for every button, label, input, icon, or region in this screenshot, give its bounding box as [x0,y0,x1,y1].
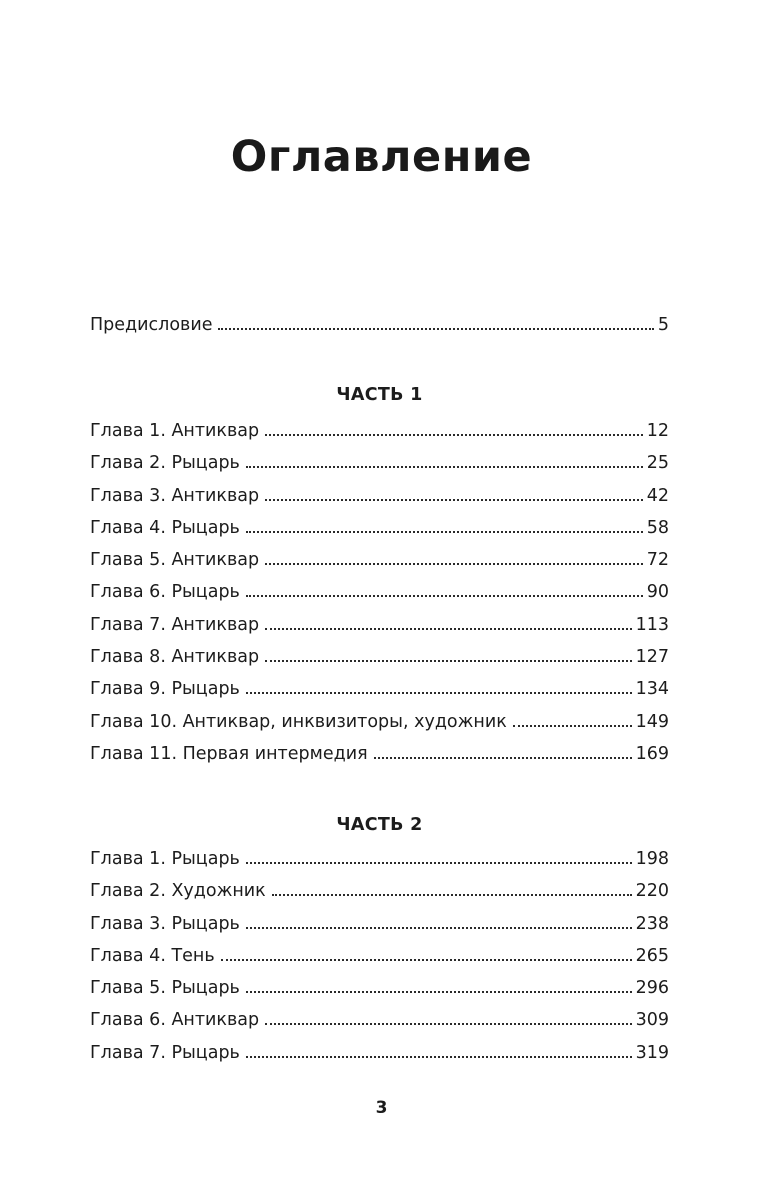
dot-leader [272,894,632,896]
toc-entry-page: 25 [646,453,669,474]
toc-entry-page: 309 [635,1010,669,1031]
toc-entry[interactable] [90,738,669,770]
toc-entry-page: 12 [646,421,669,441]
toc-entry-page: 113 [635,614,669,635]
toc-entry-label: Глава 3. Рыцарь [90,913,240,934]
toc-entry-page: 42 [646,485,669,506]
toc-entry-label: Глава 5. Рыцарь [90,978,240,999]
toc-entry-label: Глава 11. Первая интермедия [90,743,368,764]
toc-entry-label: Глава 4. Рыцарь [90,517,240,538]
toc-entry-label: Глава 9. Рыцарь [90,679,240,700]
toc-entry-page: 90 [646,582,669,603]
dot-leader [265,628,631,630]
toc-entry-page: 198 [635,849,669,869]
dot-leader [374,757,632,759]
page-title: Оглавление [230,132,533,182]
toc-entry-label: Глава 7. Рыцарь [90,1042,240,1063]
toc-entry[interactable] [90,576,669,608]
part-heading: ЧАСТЬ 1 [336,385,423,405]
dot-leader [246,991,632,993]
dot-leader [246,862,632,864]
toc-entry-page: 319 [635,1042,669,1063]
toc-entry-label: Предисловие [90,315,213,335]
toc-entry-page: 296 [635,978,669,999]
toc-entry[interactable] [90,875,669,907]
toc-entry[interactable] [90,641,669,673]
toc-entry[interactable] [90,512,669,544]
dot-leader [246,692,632,694]
toc-entry-page: 58 [646,517,669,538]
toc-entry[interactable] [90,480,669,512]
toc-entry-page: 134 [635,679,669,700]
page-number: 3 [375,1098,388,1118]
toc-entry[interactable] [90,447,669,479]
dot-leader [265,660,631,662]
dot-leader [246,595,643,597]
toc-entry[interactable] [90,1004,669,1036]
toc-entry-page: 265 [635,945,669,966]
dot-leader [265,499,643,501]
toc-entry-label: Глава 2. Рыцарь [90,453,240,474]
toc-entry[interactable] [90,908,669,940]
toc-entry[interactable] [90,309,669,341]
toc-entry-page: 149 [635,711,669,732]
toc-entry[interactable] [90,843,669,875]
dot-leader [246,927,632,929]
dot-leader [265,434,643,436]
part-heading: ЧАСТЬ 2 [336,815,423,835]
dot-leader [218,328,653,330]
toc-entry-label: Глава 8. Антиквар [90,647,260,668]
toc-entry-page: 169 [635,743,669,764]
toc-part-1 [90,415,669,770]
toc-entry[interactable] [90,415,669,447]
dot-leader [221,959,632,961]
toc-entry-label: Глава 6. Рыцарь [90,582,240,603]
toc-entry-label: Глава 7. Антиквар [90,614,260,635]
toc-entry[interactable] [90,706,669,738]
dot-leader [246,466,643,468]
toc-entry-label: Глава 10. Антиквар, инквизиторы, художник [90,711,507,732]
toc-entry-page: 72 [646,550,669,571]
toc-entry[interactable] [90,1037,669,1069]
toc-entry-page: 5 [657,315,669,335]
toc-entry-label: Глава 1. Рыцарь [90,849,240,869]
toc-entry-label: Глава 2. Художник [90,881,266,902]
toc-entry-page: 127 [635,647,669,668]
dot-leader [265,1023,631,1025]
toc-entry[interactable] [90,972,669,1004]
toc-entry[interactable] [90,609,669,641]
toc-entry-label: Глава 1. Антиквар [90,421,260,441]
dot-leader [246,531,643,533]
toc-entry[interactable] [90,673,669,705]
toc-entry-page: 238 [635,913,669,934]
dot-leader [265,563,643,565]
toc-entry-label: Глава 5. Антиквар [90,550,260,571]
dot-leader [246,1056,632,1058]
toc-preface [90,309,669,341]
toc-entry[interactable] [90,940,669,972]
toc-entry-label: Глава 6. Антиквар [90,1010,260,1031]
toc-entry-page: 220 [635,881,669,902]
dot-leader [513,725,632,727]
toc-entry[interactable] [90,544,669,576]
toc-entry-label: Глава 4. Тень [90,945,215,966]
toc-part-2 [90,843,669,1069]
toc-entry-label: Глава 3. Антиквар [90,485,260,506]
